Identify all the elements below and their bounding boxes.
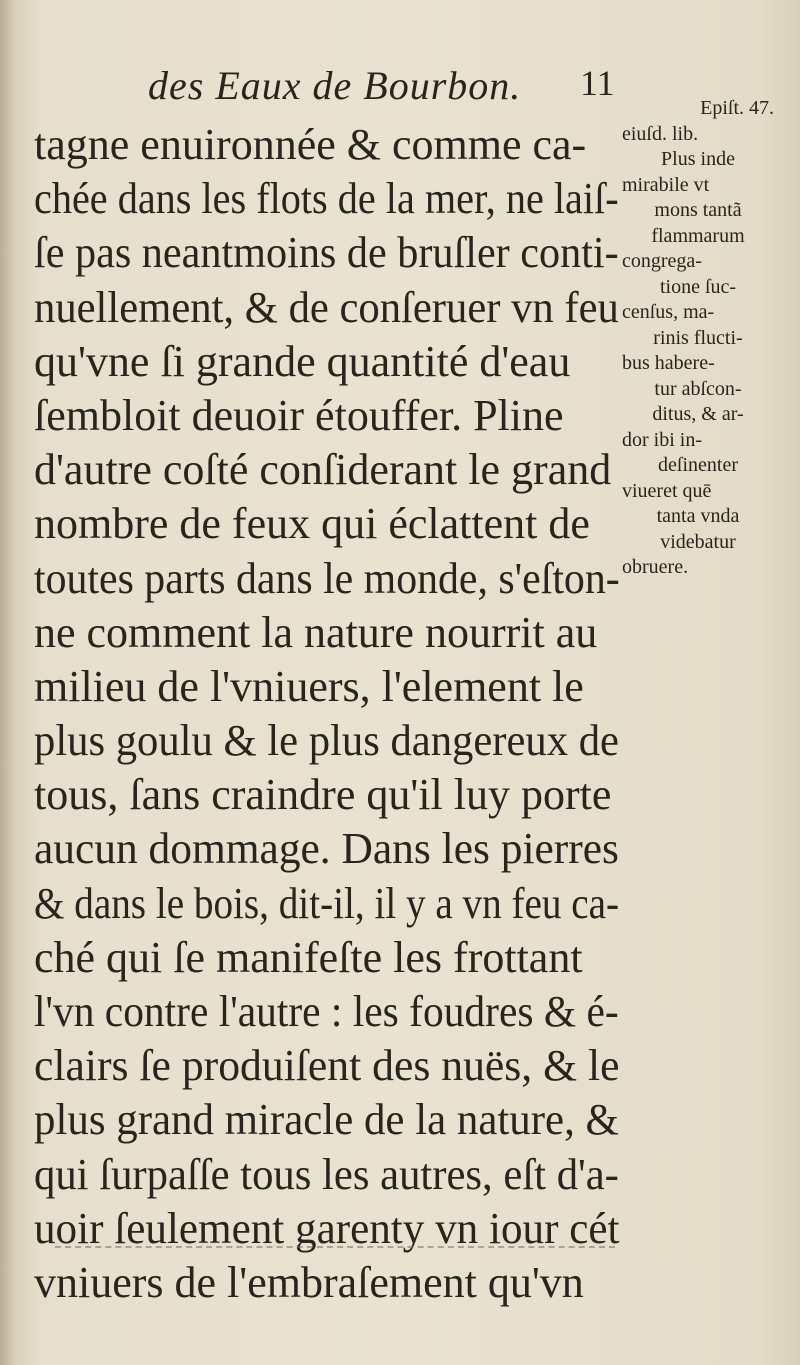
margin-line: obruere.: [622, 556, 689, 578]
margin-line: Plus inde: [661, 148, 735, 170]
main-text-block: [34, 118, 619, 1310]
text-line: uoir ſeulement garenty vn iour cét: [34, 1203, 620, 1253]
margin-line: rinis flucti-: [653, 326, 743, 349]
text-line: l'vn contre l'autre : les foudres & é-: [34, 987, 619, 1036]
text-line: ſembloit deuoir étouffer. Pline: [34, 390, 564, 440]
margin-line: cenſus, ma-: [622, 301, 715, 323]
margin-line: dor ibi in-: [622, 428, 702, 451]
text-line: & dans le bois, dit-il, il y a vn feu ca-: [34, 878, 620, 928]
text-line: aucun dommage. Dans les pierres: [34, 824, 619, 874]
margin-line: flammarum: [651, 224, 745, 247]
margin-line: bus habere-: [622, 352, 715, 374]
margin-line: tione ſuc-: [659, 275, 737, 298]
text-line: tous, ſans craindre qu'il luy porte: [34, 770, 612, 820]
text-line: qui ſurpaſſe tous les autres, eſt d'a-: [34, 1149, 619, 1199]
text-line: ché qui ſe manifeſte les frottant: [34, 932, 583, 982]
bottom-print-mark: [55, 1246, 615, 1248]
page-header: [140, 62, 615, 112]
text-line: qu'vne ſi grande quantité d'eau: [34, 336, 571, 386]
page-gutter-shadow: [0, 0, 14, 1365]
text-line: ne comment la nature nourrit au: [34, 607, 598, 657]
text-line: plus grand miracle de la nature, &: [34, 1095, 619, 1145]
margin-line: deſinenter: [658, 454, 738, 476]
text-line: vniuers de l'embraſement qu'vn: [34, 1257, 584, 1307]
text-line: plus goulu & le plus dangereux de: [34, 716, 619, 766]
text-line: tagne enuironnée & comme ca-: [34, 120, 587, 169]
running-head: des Eaux de Bourbon.: [148, 63, 522, 108]
text-line: chée dans les flots de la mer, ne laiſ-: [34, 174, 619, 224]
text-line: clairs ſe produiſent des nuës, & le: [34, 1041, 620, 1091]
margin-line: tanta vnda: [656, 505, 740, 527]
margin-line: mirabile vt: [622, 173, 710, 196]
text-line: nombre de feux qui éclattent de: [34, 499, 590, 549]
margin-line: ditus, & ar-: [652, 403, 744, 425]
text-line: d'autre coſté conſiderant le grand: [34, 445, 612, 495]
margin-line: congrega-: [622, 250, 702, 272]
margin-line: viueret quē: [622, 479, 712, 502]
text-line: nuellement, & de conſeruer vn feu: [34, 282, 619, 332]
page-number: 11: [580, 63, 615, 103]
margin-line: eiuſd. lib.: [622, 122, 699, 145]
text-line: ſe pas neantmoins de bruſler conti-: [34, 228, 619, 278]
text-line: milieu de l'vniuers, l'element le: [34, 661, 584, 711]
text-line: toutes parts dans le monde, s'eſton-: [34, 553, 620, 603]
marginal-note: [622, 96, 774, 581]
margin-line: Epiſt. 47.: [700, 97, 774, 119]
margin-line: tur abſcon-: [654, 377, 742, 400]
margin-line: videbatur: [660, 530, 736, 553]
margin-line: mons tantã: [654, 199, 742, 221]
